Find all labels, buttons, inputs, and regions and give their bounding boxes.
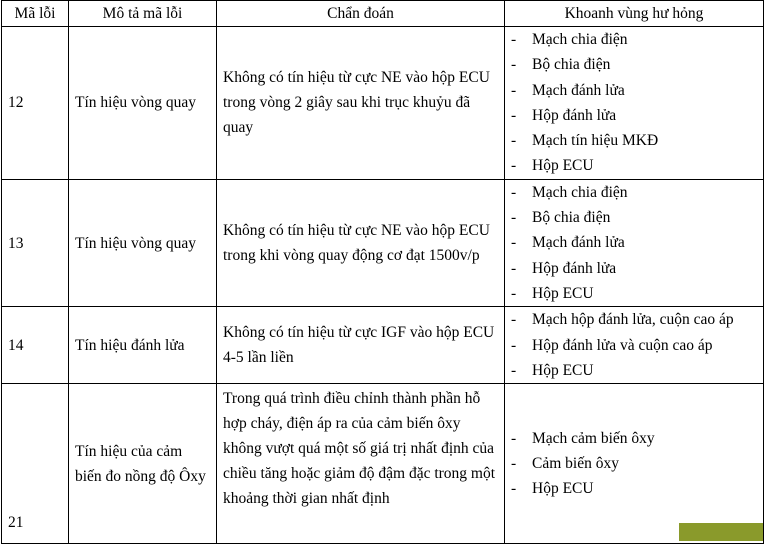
fault-diagnosis: Không có tín hiệu từ cực IGF vào hộp ECU 4-5 lần liền bbox=[217, 307, 505, 384]
fault-areas-list bbox=[511, 307, 757, 383]
list-marker: - bbox=[511, 209, 517, 227]
area-label: Mạch cảm biến ôxy bbox=[532, 429, 655, 447]
fault-code: 13 bbox=[2, 179, 69, 306]
fault-areas bbox=[505, 179, 764, 306]
area-label: Mạch chia điện bbox=[532, 31, 628, 48]
list-marker: - bbox=[511, 183, 517, 201]
list-item bbox=[511, 153, 757, 178]
area-label: Hộp ECU bbox=[532, 361, 594, 379]
list-item bbox=[511, 426, 757, 451]
fault-code: 14 bbox=[2, 307, 69, 384]
fault-areas-list bbox=[511, 180, 757, 306]
list-item bbox=[511, 358, 757, 383]
list-item bbox=[511, 476, 757, 501]
list-item bbox=[511, 78, 757, 103]
list-item bbox=[511, 103, 757, 128]
table-row bbox=[2, 307, 764, 384]
list-marker: - bbox=[511, 361, 517, 379]
fault-diagnosis: Trong quá trình điều chỉnh thành phần hỗ hợp cháy, điện áp ra của cảm biến ôxy không vượt quá một số giá trị nhất định của chiều tăng hoặc giảm độ đậm đặc trong một khoảng thời gian nhất định bbox=[217, 384, 505, 544]
fault-description: Tín hiệu đánh lửa bbox=[69, 307, 217, 384]
list-marker: - bbox=[511, 132, 517, 150]
list-item bbox=[511, 307, 757, 332]
list-marker: - bbox=[511, 259, 517, 277]
area-label: Mạch chia điện bbox=[532, 183, 628, 201]
header-areas: Khoanh vùng hư hỏng bbox=[505, 1, 764, 27]
list-item bbox=[511, 230, 757, 255]
fault-areas bbox=[505, 27, 764, 180]
fault-areas-list bbox=[511, 426, 757, 502]
header-description: Mô tả mã lỗi bbox=[69, 1, 217, 27]
list-marker: - bbox=[511, 56, 517, 74]
fault-description: Tín hiệu vòng quay bbox=[69, 27, 217, 180]
list-item bbox=[511, 256, 757, 281]
area-label: Hộp ECU bbox=[532, 284, 594, 302]
table-header-row bbox=[2, 1, 764, 27]
fault-description: Tín hiệu vòng quay bbox=[69, 179, 217, 306]
list-marker: - bbox=[511, 429, 517, 447]
table-row bbox=[2, 27, 764, 180]
area-label: Hộp đánh lửa và cuộn cao áp bbox=[532, 336, 713, 354]
header-diagnosis: Chẩn đoán bbox=[217, 1, 505, 27]
accent-bar bbox=[679, 523, 763, 541]
area-label: Hộp ECU bbox=[532, 480, 594, 498]
fault-description: Tín hiệu của cảm biến đo nồng độ Ôxy bbox=[69, 384, 217, 544]
list-item bbox=[511, 180, 757, 205]
fault-areas-list bbox=[511, 27, 757, 179]
list-marker: - bbox=[511, 284, 517, 302]
list-marker: - bbox=[511, 81, 517, 99]
list-marker: - bbox=[511, 157, 517, 175]
table-row bbox=[2, 384, 764, 544]
list-item bbox=[511, 52, 757, 77]
area-label: Bộ chia điện bbox=[532, 209, 611, 227]
fault-areas bbox=[505, 307, 764, 384]
list-marker: - bbox=[511, 336, 517, 354]
area-label: Mạch hộp đánh lửa, cuộn cao áp bbox=[532, 311, 734, 329]
list-item bbox=[511, 333, 757, 358]
area-label: Mạch tín hiệu MKĐ bbox=[532, 132, 659, 150]
list-marker: - bbox=[511, 455, 517, 472]
list-marker: - bbox=[511, 311, 517, 329]
area-label: Mạch đánh lửa bbox=[532, 234, 625, 252]
list-item bbox=[511, 451, 757, 476]
list-item bbox=[511, 281, 757, 306]
area-label: Hộp đánh lửa bbox=[532, 259, 617, 277]
area-label: Bộ chia điện bbox=[532, 56, 611, 74]
fault-code: 12 bbox=[2, 27, 69, 180]
list-item bbox=[511, 27, 757, 52]
list-marker: - bbox=[511, 480, 517, 498]
list-item bbox=[511, 205, 757, 230]
area-label: Mạch đánh lửa bbox=[532, 81, 625, 99]
table-row bbox=[2, 179, 764, 306]
list-marker: - bbox=[511, 106, 517, 124]
area-label: Cảm biến ôxy bbox=[532, 455, 619, 472]
list-marker: - bbox=[511, 234, 517, 252]
fault-code-table bbox=[1, 0, 764, 544]
fault-diagnosis: Không có tín hiệu từ cực NE vào hộp ECU trong khi vòng quay động cơ đạt 1500v/p bbox=[217, 179, 505, 306]
fault-diagnosis: Không có tín hiệu từ cực NE vào hộp ECU trong vòng 2 giây sau khi trục khuỷu đã quay bbox=[217, 27, 505, 180]
header-code: Mã lỗi bbox=[2, 1, 69, 27]
list-marker: - bbox=[511, 31, 517, 48]
area-label: Hộp đánh lửa bbox=[532, 106, 617, 124]
list-item bbox=[511, 128, 757, 153]
fault-code: 21 bbox=[2, 384, 69, 544]
fault-areas bbox=[505, 384, 764, 544]
area-label: Hộp ECU bbox=[532, 157, 594, 175]
